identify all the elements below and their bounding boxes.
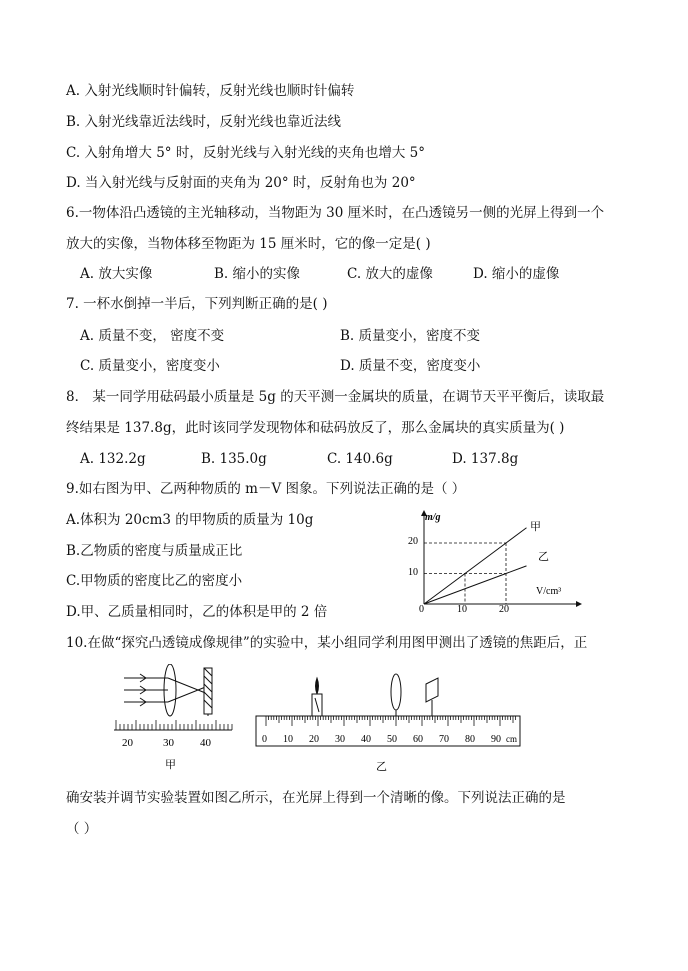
q6-option-c: C. 放大的虚像	[347, 266, 433, 282]
ruler-yi-tick-70: 70	[439, 734, 449, 745]
q8-option-c: C. 140.6g	[327, 451, 393, 467]
q7-option-a: A. 质量不变， 密度不变	[80, 328, 225, 344]
mv-x-axis-arrow	[576, 601, 582, 607]
q8-stem-line2: 终结果是 137.8g，此时该同学发现物体和砝码放反了，那么金属块的真实质量为( )	[66, 420, 565, 436]
q9-option-a: A.体积为 20cm3 的甲物质的质量为 10g	[66, 512, 314, 528]
candle	[312, 678, 322, 716]
q9-stem: 9.如右图为甲、乙两种物质的 m－V 图象。下列说法正确的是（ ）	[66, 481, 466, 497]
ruler-yi-tick-0: 0	[262, 734, 267, 745]
q9-option-d: D.甲、乙质量相同时，乙的体积是甲的 2 倍	[66, 604, 328, 620]
mv-xtick-20: 20	[499, 604, 509, 615]
q10-stem-line2: 确安装并调节实验装置如图乙所示，在光屏上得到一个清晰的像。下列说法正确的是	[66, 790, 566, 806]
q7-option-b: B. 质量变小，密度不变	[340, 328, 481, 344]
q8-option-a: A. 132.2g	[80, 451, 146, 467]
q7-option-c: C. 质量变小，密度变小	[80, 358, 220, 374]
mv-chart	[408, 508, 588, 620]
mv-xlabel: V/cm³	[536, 586, 562, 597]
figure-yi-caption: 乙	[376, 761, 387, 773]
mv-ytick-10: 10	[408, 567, 418, 578]
ruler-yi-unit: cm	[506, 734, 517, 744]
q7-stem: 7. 一杯水倒掉一半后，下列判断正确的是( )	[66, 296, 328, 312]
ruler-yi-tick-30: 30	[335, 734, 345, 745]
mv-series-yi-label: 乙	[538, 551, 549, 563]
ruler-yi-tick-90: 90	[491, 734, 501, 745]
q9-option-b: B.乙物质的密度与质量成正比	[66, 543, 243, 559]
mv-series-jia-label: 甲	[530, 521, 541, 533]
q8-option-d: D. 137.8g	[452, 451, 519, 467]
ruler-yi-tick-60: 60	[413, 734, 423, 745]
q6-option-d: D. 缩小的虚像	[473, 266, 560, 282]
figure-jia-caption: 甲	[165, 759, 176, 771]
ruler-jia-tick-30: 30	[163, 737, 174, 749]
q7-option-d: D. 质量不变，密度变小	[340, 358, 481, 374]
mv-series-line-jia	[424, 528, 527, 604]
ruler-jia-tick-40: 40	[200, 737, 211, 749]
mv-xtick-10: 10	[457, 604, 467, 615]
q9-option-c: C.甲物质的密度比乙的密度小	[66, 573, 243, 589]
q8-option-b: B. 135.0g	[201, 451, 267, 467]
mv-xtick-0: 0	[419, 604, 424, 615]
q5-option-a: A. 入射光线顺时针偏转，反射光线也顺时针偏转	[66, 83, 355, 99]
q5-option-b: B. 入射光线靠近法线时，反射光线也靠近法线	[66, 114, 342, 130]
q6-option-a: A. 放大实像	[80, 266, 153, 282]
ruler-yi-tick-20: 20	[309, 734, 319, 745]
q5-option-d: D. 当入射光线与反射面的夹角为 20° 时，反射角也为 20°	[66, 175, 416, 191]
mv-ylabel: m/g	[425, 512, 441, 523]
ruler-yi-tick-50: 50	[387, 734, 397, 745]
ruler-yi-tick-80: 80	[465, 734, 475, 745]
ruler-jia	[114, 720, 232, 730]
ruler-jia-tick-20: 20	[122, 737, 133, 749]
figure-yi	[254, 672, 526, 776]
lens-yi	[391, 674, 401, 716]
q6-option-b: B. 缩小的实像	[214, 266, 301, 282]
parallel-light-rays	[124, 674, 208, 706]
screen-yi	[426, 678, 438, 716]
q6-stem-line1: 6.一物体沿凸透镜的主光轴移动，当物距为 30 厘米时，在凸透镜另一侧的光屏上得到一个	[66, 205, 605, 221]
q10-stem-line3: （ ）	[66, 821, 98, 837]
ruler-yi-tick-40: 40	[361, 734, 371, 745]
q6-stem-line2: 放大的实像，当物体移至物距为 15 厘米时，它的像一定是( )	[66, 236, 431, 252]
mv-ytick-20: 20	[408, 536, 418, 547]
q8-stem-line1: 8． 某一同学用砝码最小质量是 5g 的天平测一金属块的质量，在调节天平平衡后，读取最	[66, 389, 605, 405]
ruler-yi-tick-10: 10	[283, 734, 293, 745]
figure-jia	[110, 664, 240, 774]
mv-series-line-yi	[424, 566, 527, 604]
q10-stem-line1: 10.在做“探究凸透镜成像规律”的实验中，某小组同学利用图甲测出了透镜的焦距后，正	[66, 635, 588, 651]
q5-option-c: C. 入射角增大 5° 时，反射光线与入射光线的夹角也增大 5°	[66, 145, 425, 161]
